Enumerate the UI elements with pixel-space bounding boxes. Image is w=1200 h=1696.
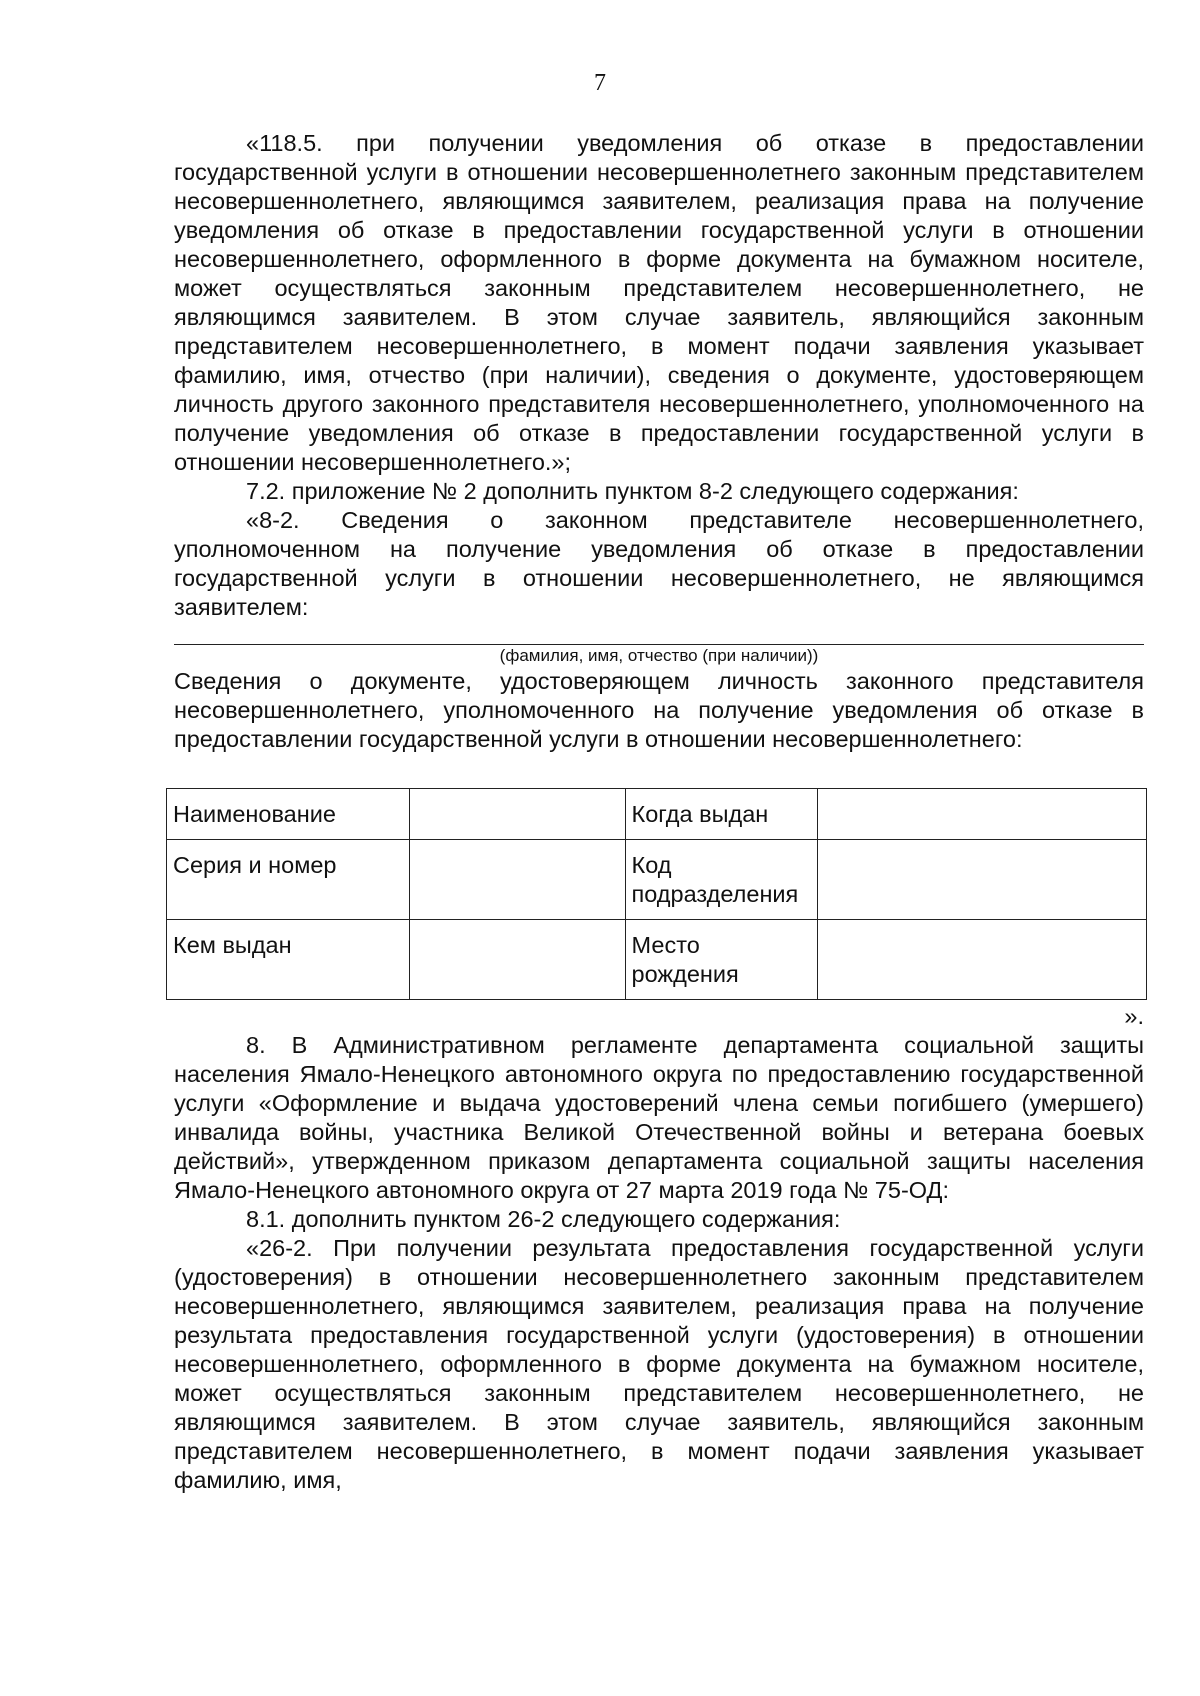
- table-cell: Место рождения: [625, 920, 817, 1000]
- page-number: 7: [594, 70, 606, 96]
- table-cell: [409, 920, 625, 1000]
- table-cell: [409, 789, 625, 840]
- paragraph-8-2: «8-2. Сведения о законном представителе несовершеннолетнего, уполномоченном на получение уведомления об отказе в предоставлении государственной услуги в отношении несовершеннолетнего, не являющимся заявителем:: [174, 507, 1144, 620]
- document-details-table: [166, 788, 1147, 1000]
- paragraph-7-2: 7.2. приложение № 2 дополнить пунктом 8-2 следующего содержания:: [246, 478, 1019, 504]
- paragraph-8-1: 8.1. дополнить пунктом 26-2 следующего содержания:: [246, 1206, 841, 1232]
- paragraph-26-2: «26-2. При получении результата предоставления государственной услуги (удостоверения) в отношении несовершеннолетнего законным представителем несовершеннолетнего, являющимся заявителем, реализация права на получение результата предоставления государственной услуги (удостоверения) в отношении несовершеннолетнего, оформленного в форме документа на бумажном носителе, может осуществляться законным представителем несовершеннолетнего, не являющимся заявителем. В этом случае заявитель, являющийся законным представителем несовершеннолетнего, в момент подачи заявления указывает фамилию, имя,: [174, 1235, 1144, 1493]
- table-row: [167, 789, 1147, 840]
- document-body: [174, 129, 1144, 1495]
- paragraph-8: 8. В Административном регламенте департамента социальной защиты населения Ямало-Ненецкого автономного округа по предоставлению государственной услуги «Оформление и выдача удостоверений члена семьи погибшего (умершего) инвалида войны, участника Великой Отечественной войны и ветерана боевых действий», утвержденном приказом департамента социальной защиты населения Ямало-Ненецкого автономного округа от 27 марта 2019 года № 75-ОД:: [174, 1032, 1144, 1203]
- table-cell: Кем выдан: [167, 920, 410, 1000]
- fill-caption: (фамилия, имя, отчество (при наличии)): [499, 646, 819, 665]
- paragraph-118-5: «118.5. при получении уведомления об отказе в предоставлении государственной услуги в отношении несовершеннолетнего законным представителем несовершеннолетнего, являющимся заявителем, реализация права на получение уведомления об отказе в предоставлении государственной услуги в отношении несовершеннолетнего, оформленного в форме документа на бумажном носителе, может осуществляться законным представителем несовершеннолетнего, не являющимся заявителем. В этом случае заявитель, являющийся законным представителем несовершеннолетнего, в момент подачи заявления указывает фамилию, имя, отчество (при наличии), сведения о документе, удостоверяющем личность другого законного представителя несовершеннолетнего, уполномоченного на получение уведомления об отказе в предоставлении государственной услуги в отношении несовершеннолетнего.»;: [174, 130, 1144, 475]
- table-row: [167, 840, 1147, 920]
- table-cell: [409, 840, 625, 920]
- closing-quote: ».: [1124, 1003, 1144, 1029]
- table-cell: Код подразделения: [625, 840, 817, 920]
- table-cell: [817, 840, 1147, 920]
- table-cell: [817, 789, 1147, 840]
- table-cell: Серия и номер: [167, 840, 410, 920]
- table-cell: [817, 920, 1147, 1000]
- document-intro: Сведения о документе, удостоверяющем личность законного представителя несовершеннолетнего, уполномоченного на получение уведомления об отказе в предоставлении государственной услуги в отношении несовершеннолетнего:: [174, 668, 1144, 752]
- table-cell: Наименование: [167, 789, 410, 840]
- table-row: [167, 920, 1147, 1000]
- table-cell: Когда выдан: [625, 789, 817, 840]
